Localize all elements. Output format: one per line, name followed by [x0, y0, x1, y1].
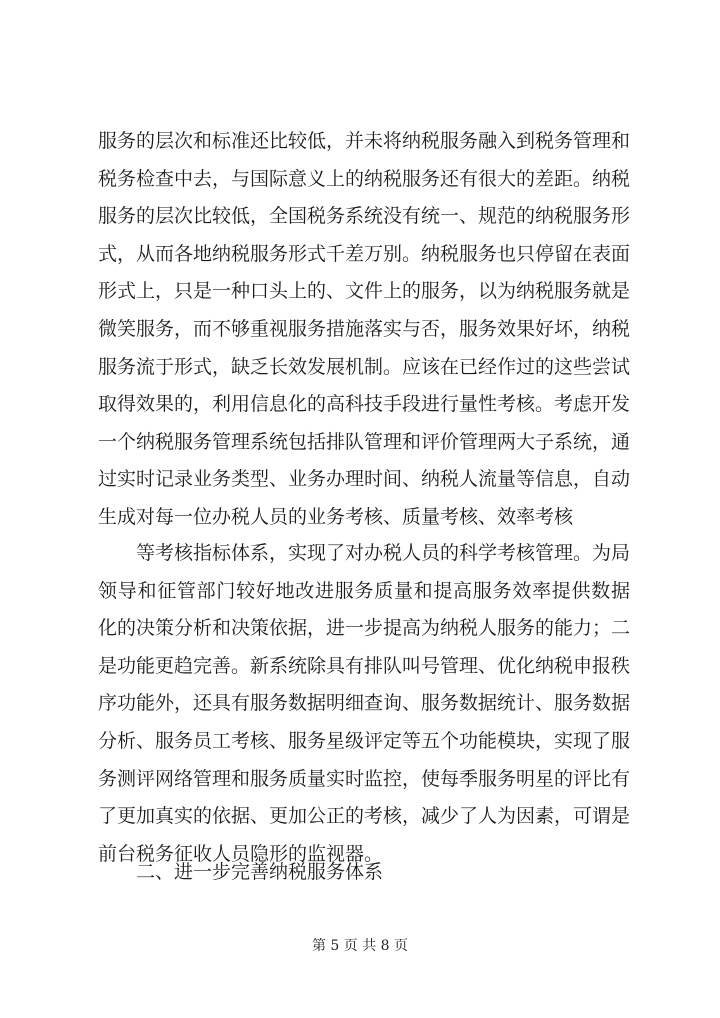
- section-heading: 二、进一步完善纳税服务体系: [136, 861, 384, 883]
- text-line: 分析、服务员工考核、服务星级评定等五个功能模块，实现了服: [98, 729, 631, 752]
- text-line: 式，从而各地纳税服务形式千差万别。纳税服务也只停留在表面: [98, 242, 631, 265]
- text-line: 取得效果的，利用信息化的高科技手段进行量性考核。考虑开发: [98, 393, 631, 416]
- text-line: 一个纳税服务管理系统包括排队管理和评价管理两大子系统，通: [98, 430, 631, 453]
- text-line: 过实时记录业务类型、业务办理时间、纳税人流量等信息，自动: [98, 468, 631, 491]
- paragraph-1: [98, 123, 630, 537]
- text-line: 服务的层次和标准还比较低，并未将纳税服务融入到税务管理和: [98, 130, 631, 152]
- text-line: 形式上，只是一种口头上的、文件上的服务，以为纳税服务就是: [98, 280, 631, 303]
- text-line: 是功能更趋完善。新系统除具有排队叫号管理、优化纳税申报秩: [98, 654, 631, 677]
- text-line: 领导和征管部门较好地改进服务质量和提高服务效率提供数据: [98, 579, 630, 602]
- text-line: 微笑服务，而不够重视服务措施落实与否，服务效果好坏，纳税: [98, 317, 631, 340]
- text-line: 生成对每一位办税人员的业务考核、质量考核、效率考核: [98, 505, 574, 528]
- text-line: 税务检查中去，与国际意义上的纳税服务还有很大的差距。纳税: [98, 167, 631, 190]
- paragraph-2: [98, 535, 630, 873]
- text-line: 服务流于形式，缺乏长效发展机制。应该在已经作过的这些尝试: [98, 355, 631, 378]
- text-line: 务测评网络管理和服务质量实时监控，使每季服务明星的评比有: [98, 767, 631, 790]
- text-line: 前台税务征收人员隐形的监视器。: [98, 842, 384, 865]
- text-line: 了更加真实的依据、更加公正的考核，减少了人为因素，可谓是: [98, 805, 631, 828]
- page-number-footer: 第 5 页 共 8 页: [311, 938, 409, 954]
- text-line: 化的决策分析和决策依据，进一步提高为纳税人服务的能力；二: [98, 617, 631, 640]
- text-line: 序功能外，还具有服务数据明细查询、服务数据统计、服务数据: [98, 692, 631, 715]
- text-line: 等考核指标体系，实现了对办税人员的科学考核管理。为局: [98, 542, 631, 564]
- text-line: 服务的层次比较低，全国税务系统没有统一、规范的纳税服务形: [98, 205, 631, 228]
